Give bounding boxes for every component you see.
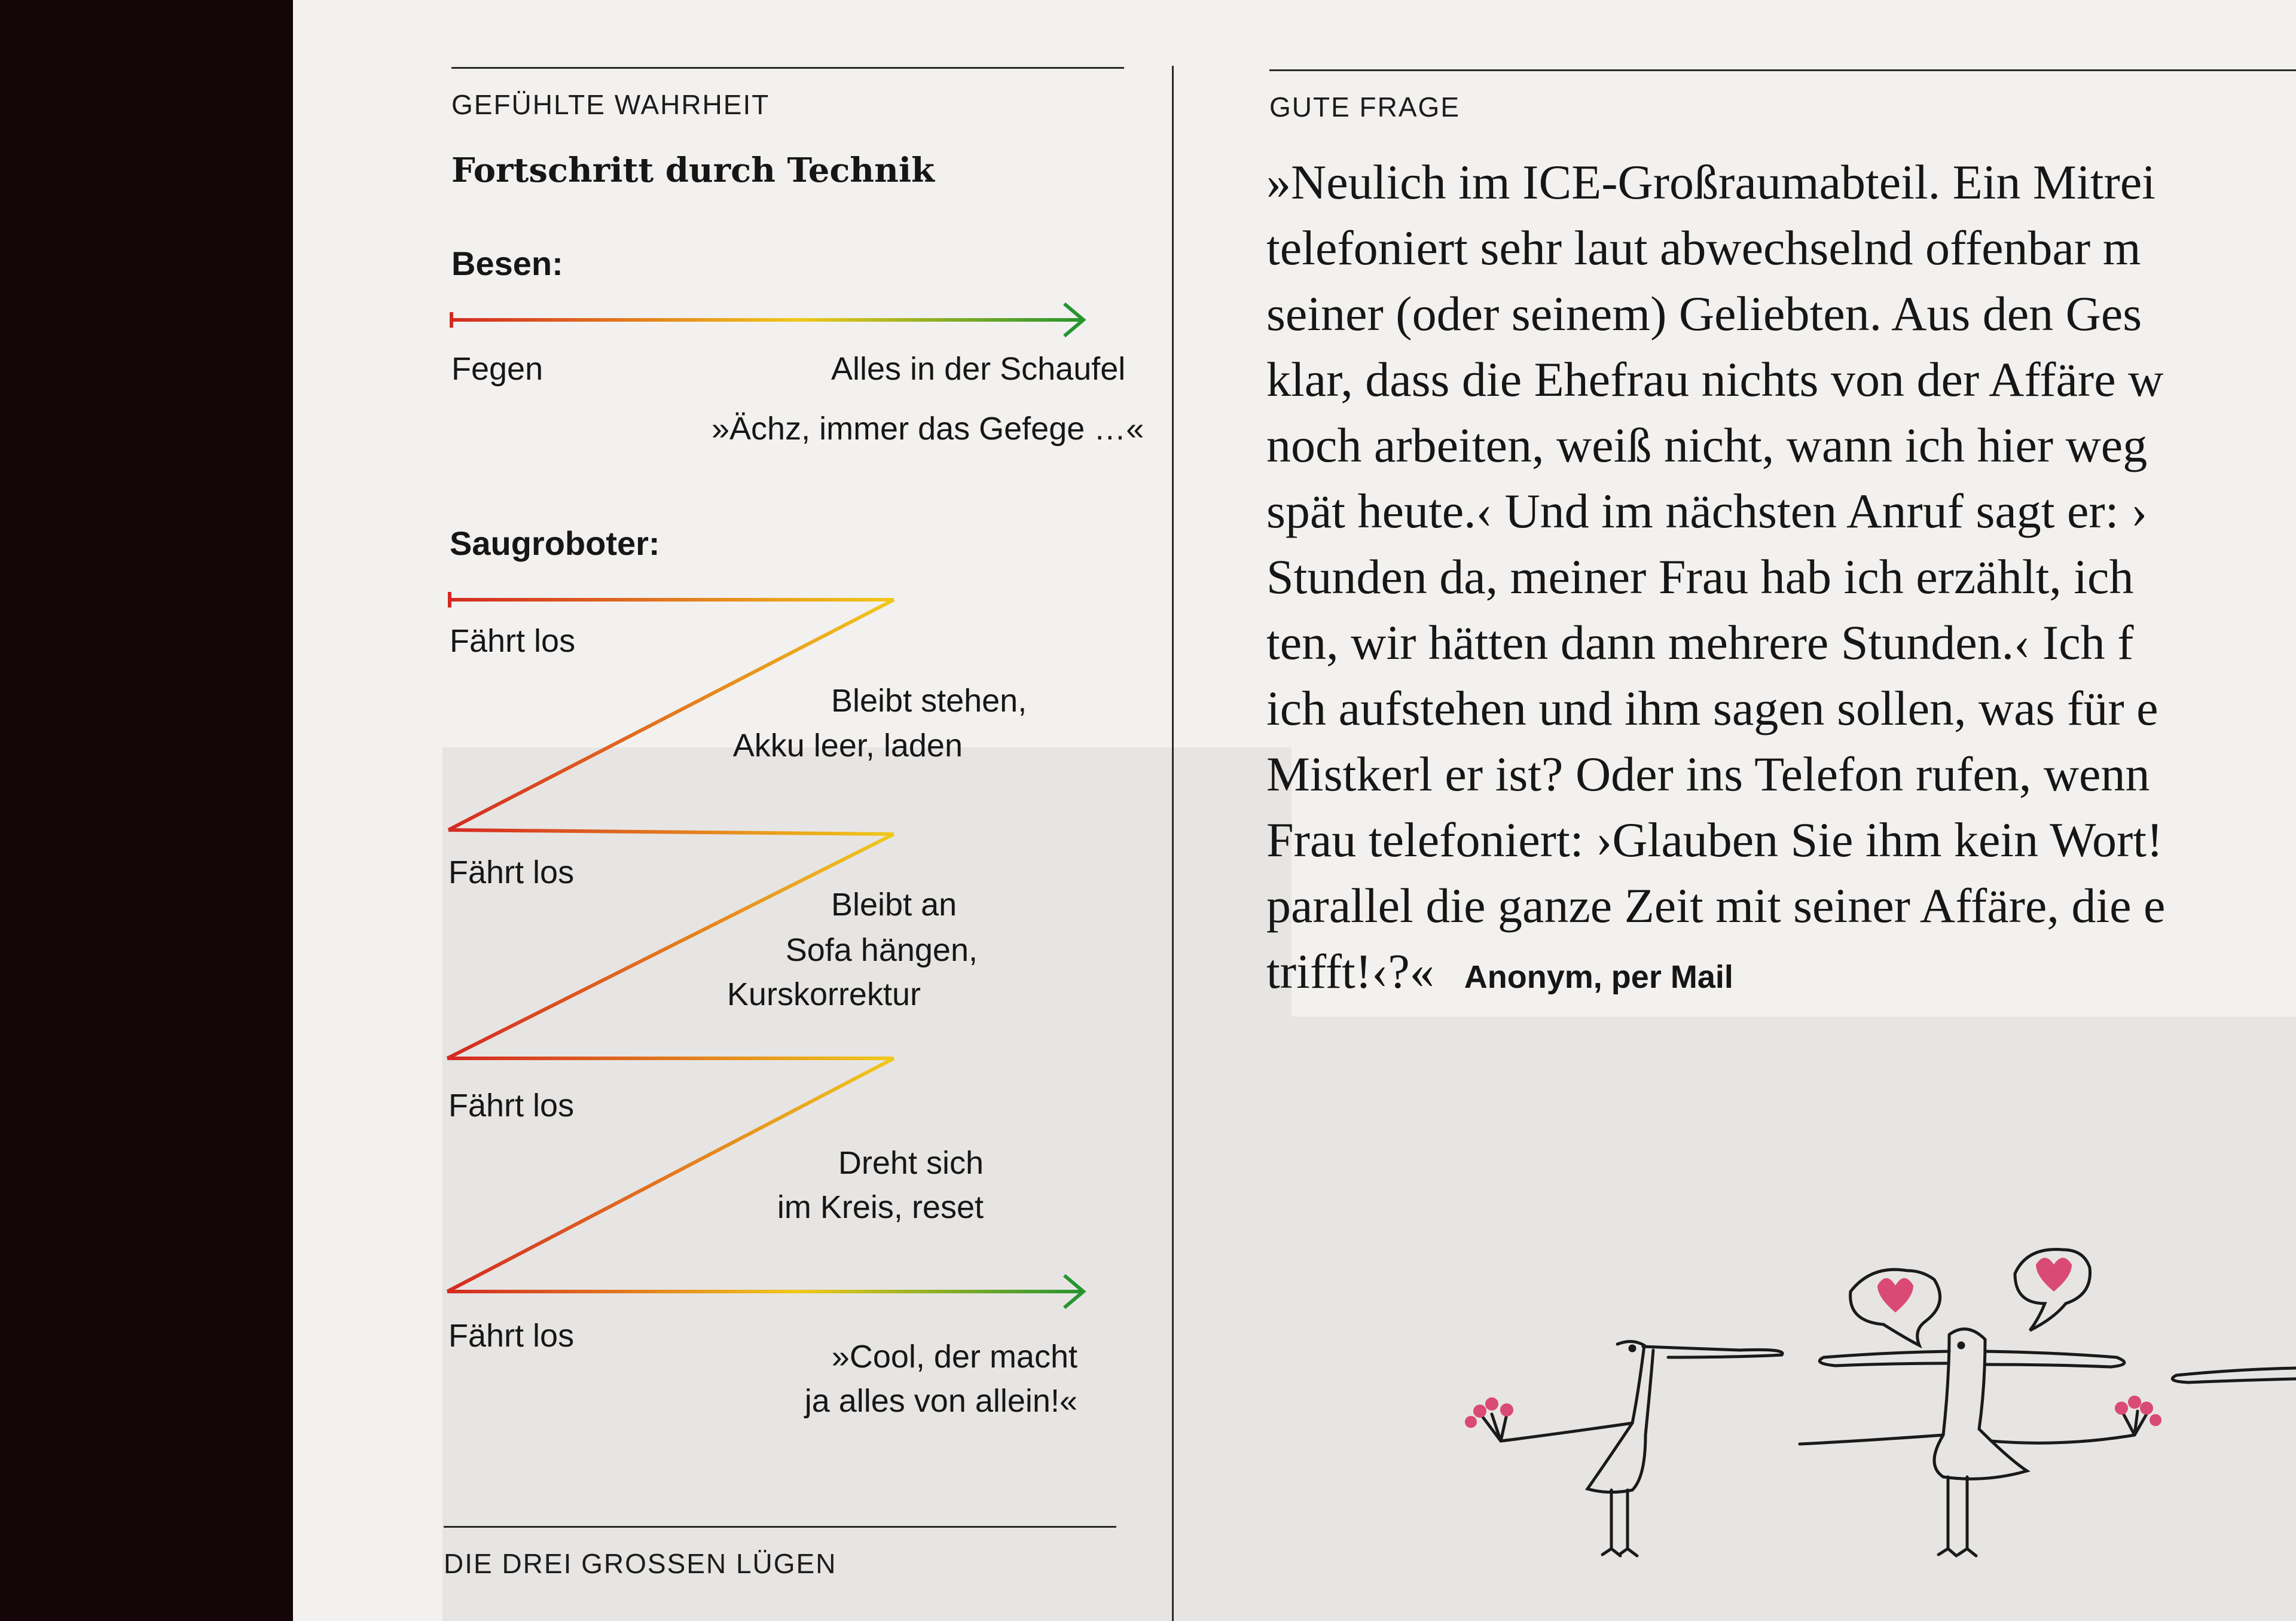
quote-line: ten, wir hätten dann mehrere Stunden.‹ Ich f xyxy=(1266,615,2134,670)
label-dreht-sich: Dreht sich xyxy=(838,1145,984,1181)
besen-label-start: Fegen xyxy=(451,351,544,387)
label-sofa-haengen: Sofa hängen, xyxy=(785,932,978,968)
quote-line: klar, dass die Ehefrau nichts von der Affäre w xyxy=(1266,352,2164,407)
quote-line: »Neulich im ICE-Großraumabteil. Ein Mitrei xyxy=(1266,155,2156,209)
right-section-label: GUTE FRAGE xyxy=(1269,91,1461,123)
next-section-label: DIE DREI GROSSEN LÜGEN xyxy=(444,1548,837,1579)
zigzag-segment xyxy=(447,1058,894,1292)
quote-line: parallel die ganze Zeit mit seiner Affäre, die e xyxy=(1266,878,2166,933)
flower-blossom-icon xyxy=(1465,1416,1477,1428)
label-akku-leer: Akku leer, laden xyxy=(732,728,963,764)
quote-line: seiner (oder seinem) Geliebten. Aus den Ges xyxy=(1266,286,2142,341)
magazine-page-scan xyxy=(293,0,2296,1621)
besen-label-end: Alles in der Schaufel xyxy=(831,351,1126,387)
zigzag-segment xyxy=(448,600,894,830)
label-faehrt-los-4: Fährt los xyxy=(448,1318,575,1354)
section-label: GEFÜHLTE WAHRHEIT xyxy=(451,89,770,120)
zigzag-segment xyxy=(447,834,894,1058)
left-bird-feet xyxy=(1602,1549,1637,1556)
besen-heading: Besen: xyxy=(451,245,563,282)
pink-accents xyxy=(1465,1258,2161,1428)
besen-arrow xyxy=(451,304,1083,336)
author-byline: Anonym, per Mail xyxy=(1464,959,1733,995)
flower-stems-right xyxy=(2123,1411,2147,1435)
heart-icon xyxy=(2036,1258,2072,1292)
flower-blossom-icon xyxy=(1500,1403,1513,1417)
quote-line-end: trifft!‹?« xyxy=(1266,944,1434,999)
middle-bird-wing-right xyxy=(1991,1435,2135,1443)
label-kurskorrektur: Kurskorrektur xyxy=(726,976,921,1012)
label-im-kreis: im Kreis, reset xyxy=(777,1189,984,1225)
quote-line: ich aufstehen und ihm sagen sollen, was für e xyxy=(1266,681,2158,735)
flower-blossom-icon xyxy=(1485,1397,1498,1411)
flower-blossom-icon xyxy=(2128,1396,2141,1409)
label-faehrt-los-1: Fährt los xyxy=(450,623,576,659)
label-cool: »Cool, der macht xyxy=(831,1339,1077,1375)
zigzag-segment xyxy=(448,830,894,834)
label-bleibt-stehen: Bleibt stehen, xyxy=(831,683,1027,719)
label-bleibt-an: Bleibt an xyxy=(831,887,957,923)
right-bird-beak xyxy=(2172,1368,2296,1382)
flower-blossom-icon xyxy=(1473,1405,1486,1418)
besen-quote: »Ächz, immer das Gefege …« xyxy=(712,411,1144,447)
left-bird-body xyxy=(1587,1341,1653,1492)
quote-line: telefoniert sehr laut abwechselnd offenbar m xyxy=(1266,221,2141,275)
left-bird-beak xyxy=(1643,1347,1782,1357)
quote-line: noch arbeiten, weiß nicht, wann ich hier weg xyxy=(1266,418,2148,472)
chart-title: Fortschritt durch Technik xyxy=(451,151,935,190)
flower-blossom-icon xyxy=(2115,1402,2128,1415)
quote-line: Mistkerl er ist? Oder ins Telefon rufen, wenn xyxy=(1266,747,2150,801)
middle-bird-eye xyxy=(1959,1343,1964,1348)
middle-bird-feet xyxy=(1938,1549,1976,1556)
heart-icon xyxy=(1877,1278,1913,1313)
label-alles-allein: ja alles von allein!« xyxy=(804,1383,1077,1419)
flower-stems-left xyxy=(1483,1414,1507,1441)
left-bird-wing xyxy=(1501,1423,1632,1441)
left-bird-eye xyxy=(1630,1346,1635,1351)
flower-blossom-icon xyxy=(2150,1414,2161,1426)
quote-line: Frau telefoniert: ›Glauben Sie ihm kein Wort! xyxy=(1266,813,2163,867)
label-faehrt-los-2: Fährt los xyxy=(448,854,575,890)
diagram-and-illustration xyxy=(293,0,2296,1621)
quote-line: spät heute.‹ Und im nächsten Anruf sagt er: › xyxy=(1266,484,2148,538)
saugroboter-heading: Saugroboter: xyxy=(450,524,660,562)
label-faehrt-los-3: Fährt los xyxy=(448,1088,575,1124)
middle-bird-wing-left xyxy=(1800,1435,1943,1444)
middle-bird-beak-right xyxy=(1985,1351,2124,1367)
saugroboter-zigzag xyxy=(447,592,1083,1308)
middle-bird-beak-left xyxy=(1819,1351,1949,1366)
quote-line: Stunden da, meiner Frau hab ich erzählt, ich xyxy=(1266,550,2134,604)
flower-blossom-icon xyxy=(2140,1402,2153,1415)
